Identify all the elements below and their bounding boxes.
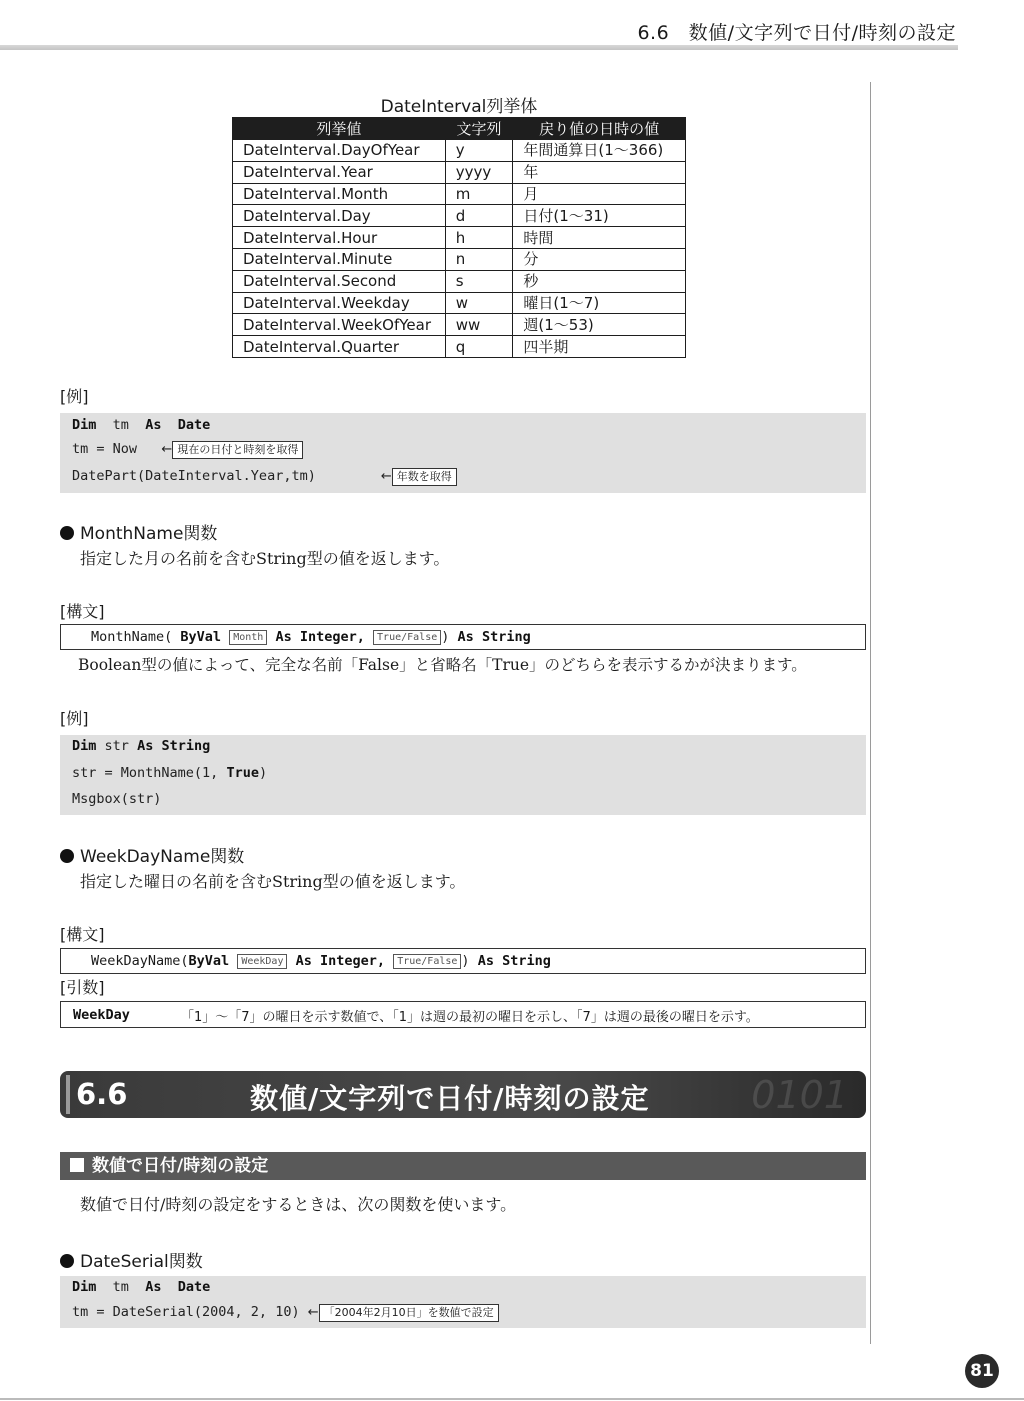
syntax-line [91,629,531,645]
code-annotation: 年数を取得 [392,468,457,486]
dateinterval-table [232,117,686,358]
example-label: [例] [60,387,89,406]
section-banner [60,1071,866,1118]
table-cell: s [445,270,513,292]
margin-rule [870,82,871,1344]
code-keyword: True [226,765,259,781]
code-annotation: 「2004年2月10日」を数値で設定 [319,1304,499,1322]
table-cell: DateInterval.Second [233,270,446,292]
table-cell: 時間 [513,227,686,249]
syntax-fn: WeekDayName( [91,953,189,969]
code-keyword: Dim [72,738,97,754]
bullet-icon [60,1254,74,1268]
code-keyword: As [145,417,162,433]
code-keyword: Date [177,417,211,433]
code-line [72,765,267,781]
code-block-example1 [60,413,866,493]
table-cell: 秒 [513,270,686,292]
arrow-left-icon: ← [161,442,173,457]
monthname-syntax [60,624,866,650]
syntax-fn: MonthName( [91,629,173,645]
square-bullet-icon [70,1158,84,1172]
syntax-keyword: ByVal [188,953,230,969]
syntax-keyword: ByVal [180,629,222,645]
code-keyword: Dim [72,1279,97,1295]
code-text: str = MonthName(1, [72,765,219,781]
table-cell: 月 [513,183,686,205]
column-header: 列挙値 [233,118,446,140]
table-cell: 週(1～53) [513,314,686,336]
bullet-icon [60,526,74,540]
code-line [72,441,303,459]
table-cell: 四半期 [513,336,686,358]
table-cell: DateInterval.Year [233,161,446,183]
arrow-left-icon: ← [307,1305,319,1320]
table-row [233,161,686,183]
code-block-dateserial [60,1276,866,1328]
table-cell: w [445,292,513,314]
table-cell: 日付(1～31) [513,205,686,227]
monthname-description: 指定した月の名前を含むString型の値を返します。 [80,549,450,568]
syntax-arg: True/False [393,954,461,969]
table-cell: d [445,205,513,227]
syntax-keyword: As [295,953,312,969]
syntax-keyword: String [502,953,551,969]
arguments-label: [引数] [60,978,105,997]
code-line [72,417,210,433]
monthname-note: Boolean型の値によって、完全な名前「False」と省略名「True」のどちらを表示するかが決まります。 [78,656,807,674]
heading-text: WeekDayName関数 [80,847,245,867]
syntax-line [91,953,551,969]
syntax-label: [構文] [60,925,105,944]
code-line [72,738,210,754]
page-number: 81 [965,1354,999,1388]
weekdayname-description: 指定した曜日の名前を含むString型の値を返します。 [80,872,466,891]
code-block-example2 [60,735,866,815]
code-annotation: 現在の日付と時刻を取得 [172,441,303,459]
code-keyword: As [145,1279,162,1295]
table-row [233,205,686,227]
table-cell: DateInterval.Weekday [233,292,446,314]
code-keyword: Date [177,1279,211,1295]
table-cell: m [445,183,513,205]
weekdayname-syntax [60,948,866,974]
table-row [233,336,686,358]
code-text: tm = DateSerial(2004, 2, 10) [72,1304,300,1320]
syntax-keyword: String [481,629,531,645]
table-cell: DateInterval.Hour [233,227,446,249]
table-cell: yyyy [445,161,513,183]
bullet-icon [60,849,74,863]
column-header: 戻り値の日時の値 [513,118,686,140]
banner-accent [66,1075,70,1114]
table-cell: DateInterval.DayOfYear [233,140,446,162]
weekdayname-heading [60,842,244,867]
syntax-keyword: Integer, [299,629,365,645]
syntax-arg: True/False [373,630,441,645]
table-cell: DateInterval.Minute [233,248,446,270]
table-cell: h [445,227,513,249]
subsection-title: 数値で日付/時刻の設定 [92,1156,269,1176]
code-keyword: String [161,738,211,754]
table-cell: n [445,248,513,270]
table-cell: 年間通算日(1～366) [513,140,686,162]
table-row [233,314,686,336]
syntax-arg: WeekDay [237,954,287,969]
heading-text: MonthName関数 [80,524,218,544]
table-row [233,248,686,270]
table-row [233,140,686,162]
argument-description: 「1」～「7」の曜日を示す数値で、「1」は週の最初の曜日を示し、「7」は週の最後の曜日を示す。 [181,1010,759,1025]
table-cell: DateInterval.Quarter [233,336,446,358]
header-rule [0,45,958,50]
monthname-heading [60,519,217,544]
argument-name: WeekDay [73,1007,130,1023]
weekdayname-arguments [60,1001,866,1028]
syntax-keyword: Integer, [320,953,386,969]
syntax-text: ) [441,629,450,645]
syntax-text: ) [461,953,470,969]
syntax-keyword: As [275,629,292,645]
code-identifier: tm [112,417,129,433]
banner-decoration: 0101 [751,1073,848,1117]
code-keyword: As [137,738,154,754]
code-identifier: tm [112,1279,129,1295]
syntax-arg: Month [229,630,267,645]
dateserial-heading [60,1247,203,1272]
example-label: [例] [60,709,89,728]
code-line [72,1279,210,1295]
syntax-keyword: As [457,629,474,645]
code-line [72,791,161,807]
table-row [233,227,686,249]
table-row [233,270,686,292]
code-keyword: Dim [72,417,97,433]
table-cell: y [445,140,513,162]
section-number: 6.6 [76,1077,128,1111]
column-header: 文字列 [445,118,513,140]
syntax-keyword: As [477,953,494,969]
heading-text: DateSerial関数 [80,1252,203,1272]
bottom-rule [0,1398,1024,1400]
code-identifier: str [104,738,129,754]
syntax-label: [構文] [60,602,105,621]
code-text: tm = Now [72,441,138,457]
code-line [72,1304,499,1322]
subsection-banner [60,1152,866,1180]
table-cell: 年 [513,161,686,183]
table-row [233,292,686,314]
code-text: ) [258,765,268,781]
running-header: 6.6 数値/文字列で日付/時刻の設定 [637,22,956,44]
code-text: DatePart(DateInterval.Year,tm) [72,468,316,484]
table-row [233,183,686,205]
code-line [72,468,457,486]
table-cell: DateInterval.Day [233,205,446,227]
table-cell: DateInterval.WeekOfYear [233,314,446,336]
arrow-left-icon: ← [380,469,392,484]
table-cell: DateInterval.Month [233,183,446,205]
section-title: 数値/文字列で日付/時刻の設定 [250,1082,650,1115]
table-header-row [233,118,686,140]
table-cell: ww [445,314,513,336]
table-cell: 曜日(1～7) [513,292,686,314]
subsection-description: 数値で日付/時刻の設定をするときは、次の関数を使います。 [80,1195,517,1214]
table-caption: DateInterval列挙体 [380,97,538,117]
code-text: Msgbox(str) [72,791,162,807]
table-cell: q [445,336,513,358]
table-cell: 分 [513,248,686,270]
